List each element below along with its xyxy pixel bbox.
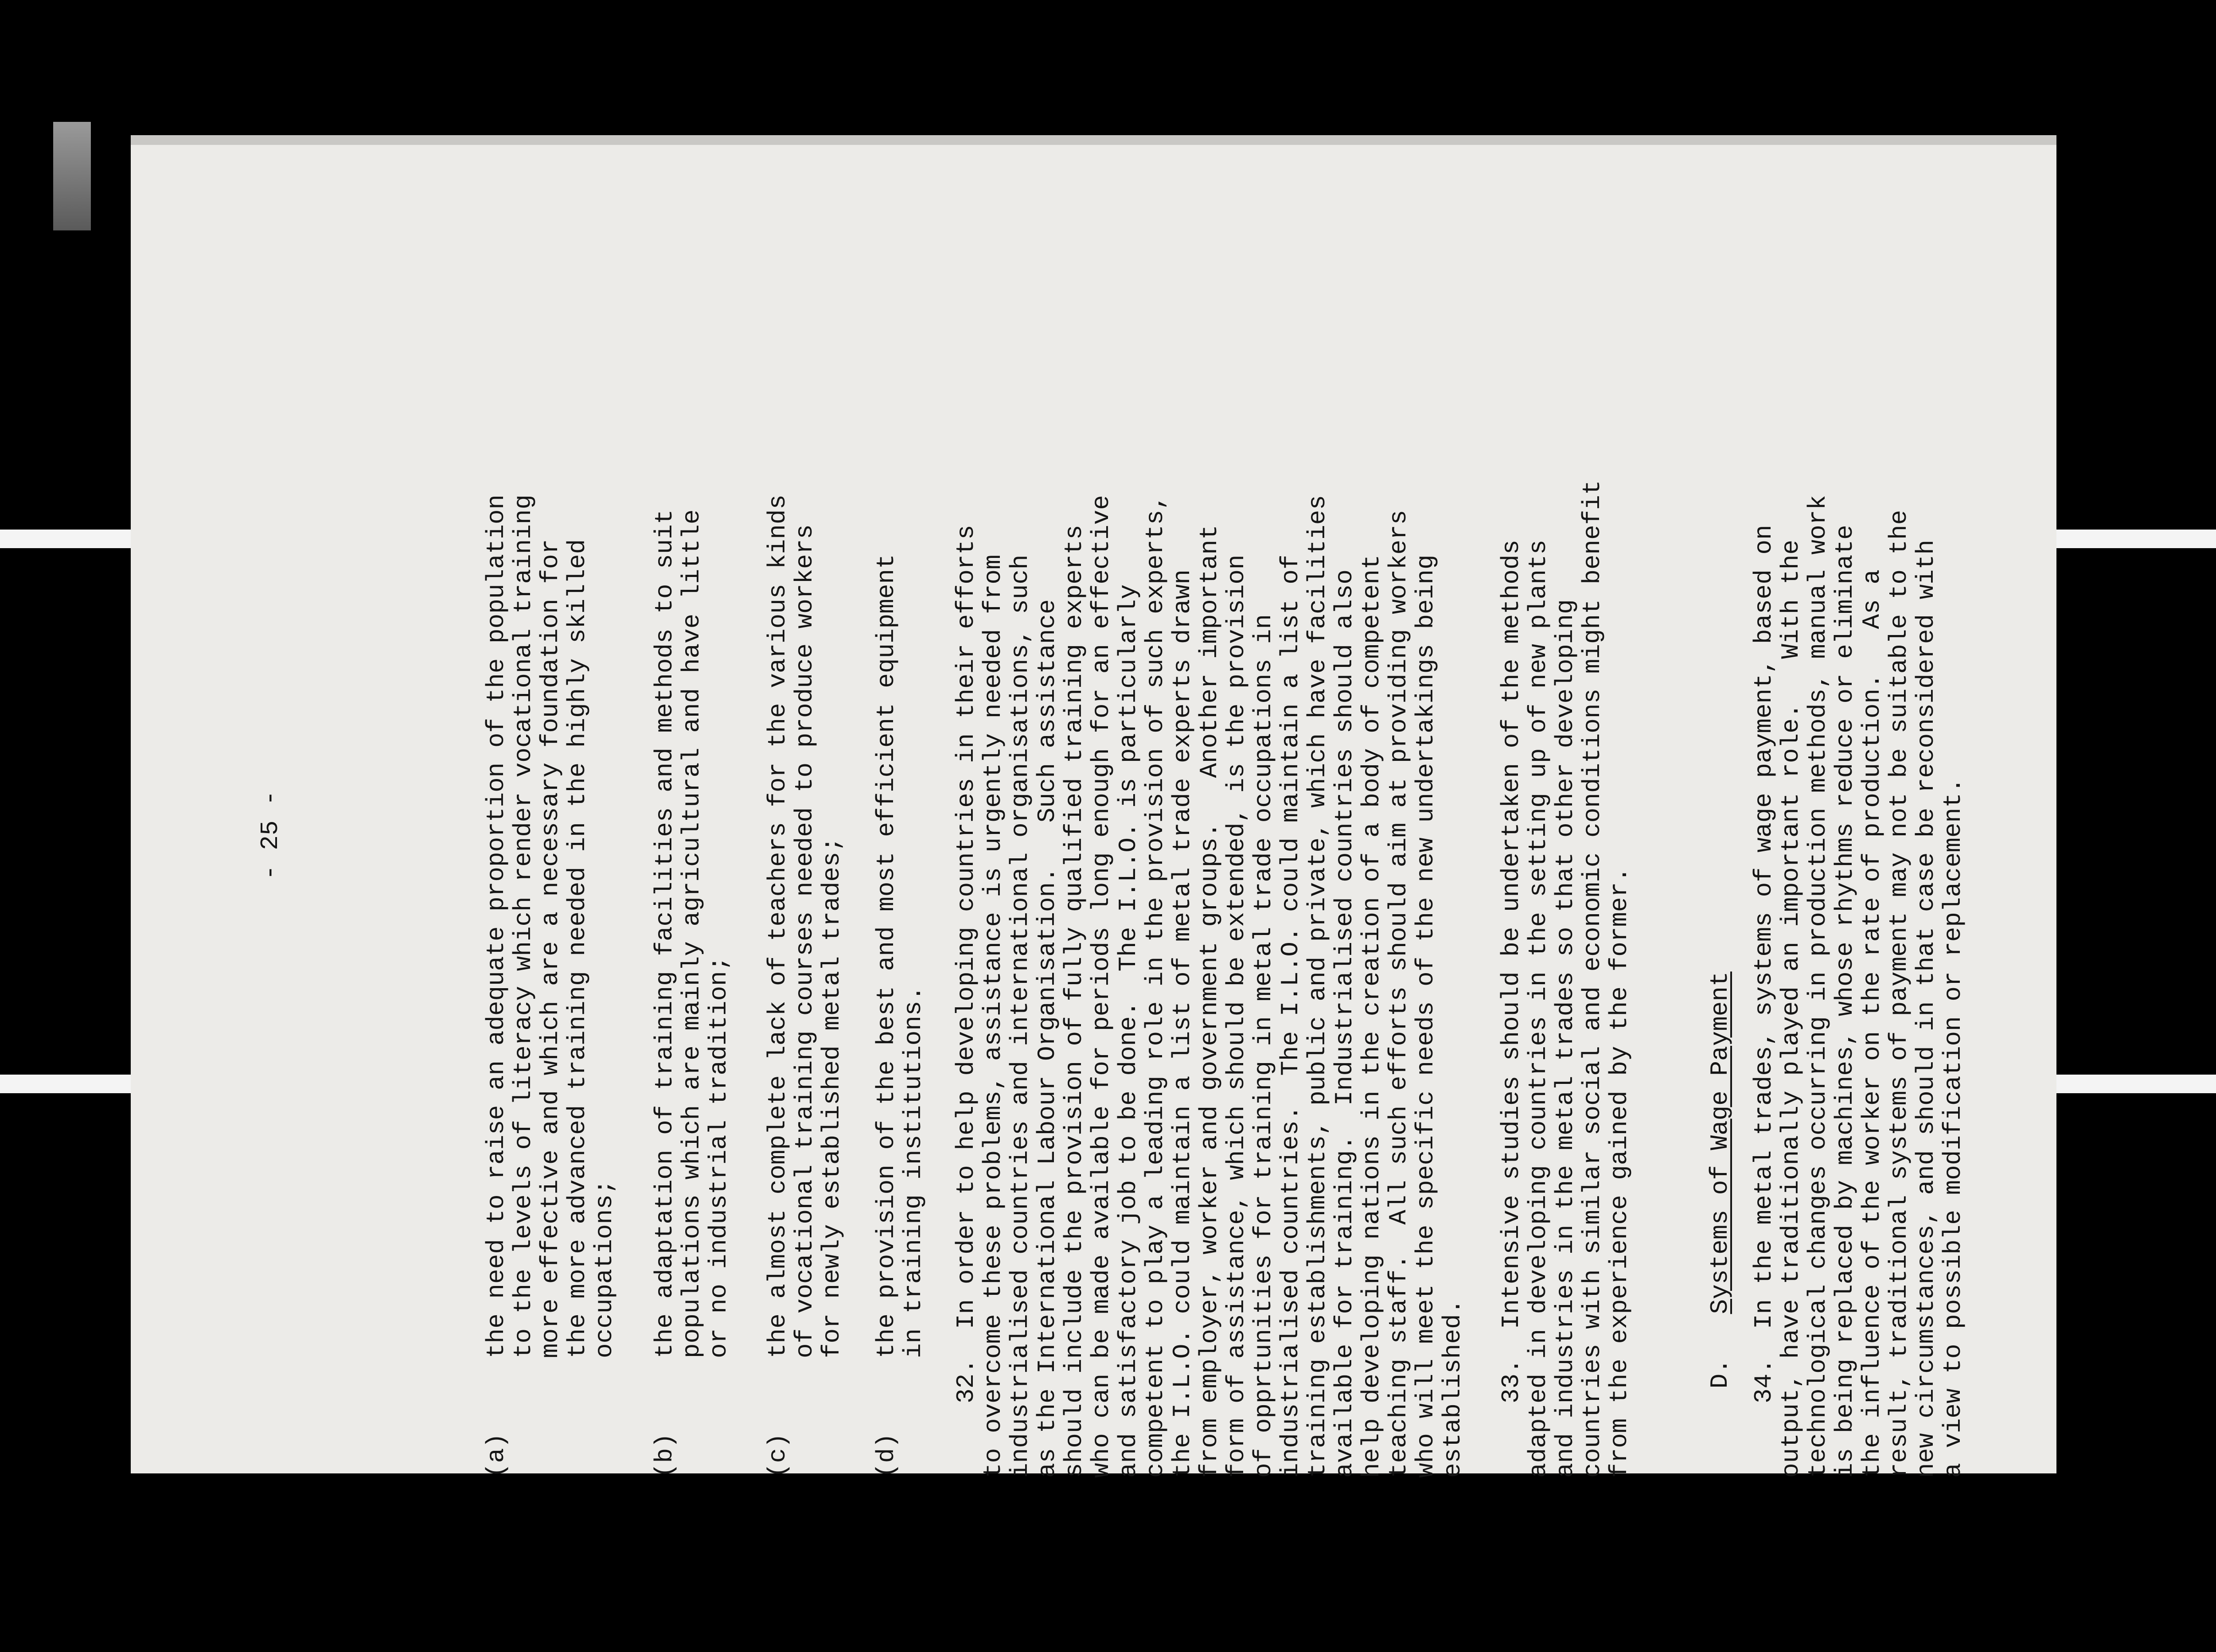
list-item-text: the need to raise an adequate proportion of the population to the levels of literacy which render vocational training more effective and which are a necessary foundation for the more advanced training needed in the highly skilled occupations; (482, 494, 619, 1358)
section-letter: D. (1706, 1359, 1734, 1389)
paragraph-34: 34. In the metal trades, systems of wage payment, based on output, have traditionally played an important role. With the technological changes occurring in production methods, manual work is being replaced by machines, whose rhythms reduce or eliminate the influence of the worker on the rate of production. As a result, traditional systems of payment may not be suitable to the new circumstances, and should in that case be reconsidered with a view to possible modification or replacement. (1750, 495, 1967, 1478)
page-number: - 25 - (256, 791, 285, 880)
list-item-label: (a) (482, 1433, 511, 1478)
left-registration-mark-top (0, 530, 141, 548)
paragraph-32: 32. In order to help developing countries in their efforts to overcome these problems, assistance is urgently needed from industrialised countries and international organisations, such as the International Labour Organisation. Such assistance should include the provision of fully qualified training experts who can be made available for periods long enough for an effective and satisfactory job to be done. The I.L.O. is particularly competent to play a leading role in the provision of such experts, the I.L.O. could maintain a list of metal trade experts drawn from employer, worker and government groups. Another important form of assistance, which should be extended, is the provision of opprtunities for training in metal trade occupations in industrialised countries. The I.L.O. could maintain a list of training establishments, public and private, which have facilities available for training. Industrialised countries should also help developing nations in the creation of a body of competent teaching staff. All such efforts should aim at providing workers who will meet the specific needs of the new undertakings being established. (952, 495, 1467, 1478)
section-heading (1680, 971, 1761, 1478)
list-item-label: (d) (872, 1433, 901, 1478)
list-item-label: (c) (764, 1433, 792, 1478)
film-edge-marker (53, 122, 91, 230)
paragraph-33: 33. Intensive studies should be undertaken of the methods adapted in developing countries in the setting up of new plants and industries in the metal trades so that other developing countries with similar social and economic conditions might benefit from the experience gained by the former. (1497, 480, 1634, 1478)
section-title: Systems of Wage Payment (1706, 971, 1734, 1314)
list-item-text: the adaptation of training facilities and methods to suit populations which are mainly agricultural and have little or no industrial tradition; (651, 509, 733, 1358)
right-registration-mark-top (2052, 530, 2216, 548)
rotated-page-text (208, 153, 2008, 1518)
left-registration-mark-bottom (0, 1075, 141, 1093)
right-registration-mark-bottom (2052, 1075, 2216, 1093)
list-item-text: the provision of the best and most efficient equipment in training institutions. (872, 554, 928, 1358)
list-item-label: (b) (651, 1433, 679, 1478)
list-item-text: the almost complete lack of teachers for the various kinds of vocational training courses needed to produce workers for newly established metal trades; (764, 494, 846, 1358)
